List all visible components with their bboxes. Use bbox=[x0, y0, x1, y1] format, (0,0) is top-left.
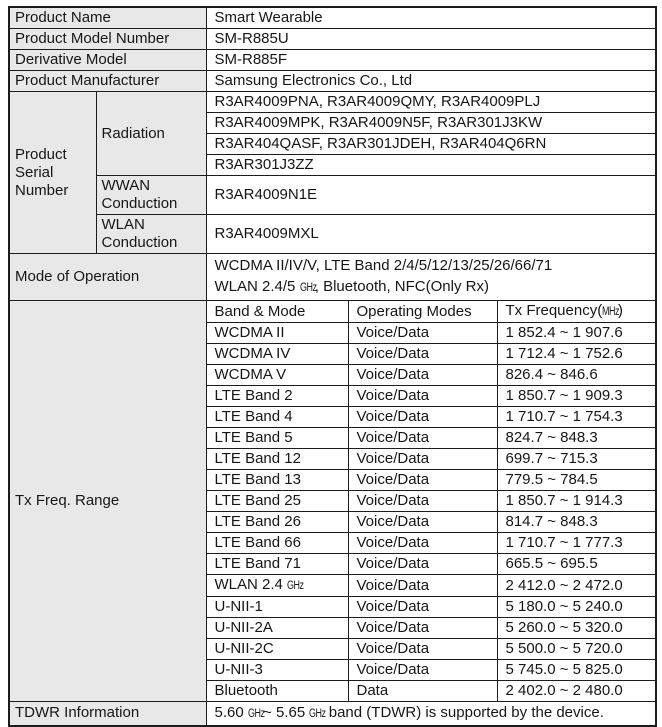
modes-cell: Voice/Data bbox=[348, 512, 497, 533]
freq-cell: 2 412.0 ~ 2 472.0 bbox=[497, 575, 656, 597]
modes-cell: Voice/Data bbox=[348, 575, 497, 597]
product-name-label: Product Name bbox=[9, 7, 206, 29]
modes-cell: Voice/Data bbox=[348, 660, 497, 681]
modes-cell: Voice/Data bbox=[348, 407, 497, 428]
tdwr-row bbox=[9, 702, 656, 726]
band-cell: LTE Band 2 bbox=[206, 386, 348, 407]
ghz-unit: GHz bbox=[247, 707, 265, 720]
radiation-label: Radiation bbox=[96, 92, 206, 176]
modes-cell: Voice/Data bbox=[348, 323, 497, 344]
wlan-conduction-label: WLAN Conduction bbox=[96, 215, 206, 254]
freq-cell: 665.5 ~ 695.5 bbox=[497, 554, 656, 575]
freq-cell: 699.7 ~ 715.3 bbox=[497, 449, 656, 470]
modes-cell: Voice/Data bbox=[348, 344, 497, 365]
serial-wwan-row bbox=[9, 176, 656, 215]
band-cell: LTE Band 66 bbox=[206, 533, 348, 554]
freq-cell: 814.7 ~ 848.3 bbox=[497, 512, 656, 533]
wwan-conduction-serial: R3AR4009N1E bbox=[206, 176, 656, 215]
product-name-value: Smart Wearable bbox=[206, 7, 656, 29]
mode-line-1: WCDMA II/IV/V, LTE Band 2/4/5/12/13/25/26/66/71 bbox=[214, 257, 553, 274]
mode-line-2: WLAN 2.4/5 GHz, Bluetooth, NFC(Only Rx) bbox=[215, 276, 652, 299]
freq-cell: 5 260.0 ~ 5 320.0 bbox=[497, 618, 656, 639]
band-cell: U-NII-2A bbox=[206, 618, 348, 639]
product-manufacturer-value: Samsung Electronics Co., Ltd bbox=[206, 71, 656, 92]
radiation-serials-line: R3AR4009MPK, R3AR4009N5F, R3AR301J3KW bbox=[206, 113, 656, 134]
product-model-number-label: Product Model Number bbox=[9, 29, 206, 50]
freq-cell: 1 852.4 ~ 1 907.6 bbox=[497, 323, 656, 344]
product-serial-number-label: Product Serial Number bbox=[9, 92, 96, 254]
column-header-tx-frequency: Tx Frequency(MHz) bbox=[497, 301, 656, 323]
band-cell: Bluetooth bbox=[206, 681, 348, 702]
band-cell: WLAN 2.4 GHz bbox=[206, 575, 348, 597]
radiation-serials-line: R3AR404QASF, R3AR301JDEH, R3AR404Q6RN bbox=[206, 134, 656, 155]
modes-cell: Voice/Data bbox=[348, 428, 497, 449]
mhz-unit: MHz bbox=[602, 306, 620, 318]
freq-cell: 5 745.0 ~ 5 825.0 bbox=[497, 660, 656, 681]
band-cell: WCDMA V bbox=[206, 365, 348, 386]
band-cell: LTE Band 25 bbox=[206, 491, 348, 512]
band-cell: LTE Band 26 bbox=[206, 512, 348, 533]
wwan-conduction-label: WWAN Conduction bbox=[96, 176, 206, 215]
band-cell: U-NII-1 bbox=[206, 597, 348, 618]
band-cell: LTE Band 13 bbox=[206, 470, 348, 491]
freq-cell: 826.4 ~ 846.6 bbox=[497, 365, 656, 386]
modes-cell: Voice/Data bbox=[348, 533, 497, 554]
band-cell: U-NII-2C bbox=[206, 639, 348, 660]
modes-cell: Voice/Data bbox=[348, 449, 497, 470]
freq-table-header-row bbox=[9, 301, 656, 323]
column-header-operating-modes: Operating Modes bbox=[348, 301, 497, 323]
modes-cell: Voice/Data bbox=[348, 554, 497, 575]
table-row bbox=[9, 7, 656, 29]
band-cell: LTE Band 4 bbox=[206, 407, 348, 428]
product-manufacturer-label: Product Manufacturer bbox=[9, 71, 206, 92]
table-row bbox=[9, 29, 656, 50]
tdwr-information-value: 5.60 GHz~ 5.65 GHz band (TDWR) is supported by the device. bbox=[206, 702, 656, 726]
ghz-unit: GHz bbox=[309, 707, 326, 720]
product-spec-table bbox=[8, 6, 657, 727]
freq-cell: 1 712.4 ~ 1 752.6 bbox=[497, 344, 656, 365]
modes-cell: Voice/Data bbox=[348, 597, 497, 618]
radiation-serials-line: R3AR4009PNA, R3AR4009QMY, R3AR4009PLJ bbox=[206, 92, 656, 113]
band-cell: LTE Band 5 bbox=[206, 428, 348, 449]
derivative-model-value: SM-R885F bbox=[206, 50, 656, 71]
serial-wlan-row bbox=[9, 215, 656, 254]
modes-cell: Voice/Data bbox=[348, 491, 497, 512]
table-row bbox=[9, 50, 656, 71]
freq-cell: 1 710.7 ~ 1 754.3 bbox=[497, 407, 656, 428]
table-row bbox=[9, 71, 656, 92]
freq-cell: 779.5 ~ 784.5 bbox=[497, 470, 656, 491]
wlan-conduction-serial: R3AR4009MXL bbox=[206, 215, 656, 254]
column-header-band-mode: Band & Mode bbox=[206, 301, 348, 323]
radiation-serials-line: R3AR301J3ZZ bbox=[206, 155, 656, 176]
freq-cell: 824.7 ~ 848.3 bbox=[497, 428, 656, 449]
modes-cell: Voice/Data bbox=[348, 470, 497, 491]
modes-cell: Voice/Data bbox=[348, 365, 497, 386]
freq-cell: 1 850.7 ~ 1 914.3 bbox=[497, 491, 656, 512]
band-cell: U-NII-3 bbox=[206, 660, 348, 681]
mode-of-operation-row bbox=[9, 254, 656, 301]
modes-cell: Voice/Data bbox=[348, 618, 497, 639]
mode-of-operation-label: Mode of Operation bbox=[9, 254, 206, 301]
band-cell: WCDMA II bbox=[206, 323, 348, 344]
freq-cell: 1 710.7 ~ 1 777.3 bbox=[497, 533, 656, 554]
serial-radiation-row bbox=[9, 92, 656, 113]
freq-cell: 5 500.0 ~ 5 720.0 bbox=[497, 639, 656, 660]
band-cell: WCDMA IV bbox=[206, 344, 348, 365]
mode-of-operation-value bbox=[206, 254, 656, 301]
freq-cell: 2 402.0 ~ 2 480.0 bbox=[497, 681, 656, 702]
modes-cell: Voice/Data bbox=[348, 639, 497, 660]
band-cell: LTE Band 12 bbox=[206, 449, 348, 470]
modes-cell: Data bbox=[348, 681, 497, 702]
tdwr-information-label: TDWR Information bbox=[9, 702, 206, 726]
product-spec-document bbox=[8, 6, 657, 727]
product-model-number-value: SM-R885U bbox=[206, 29, 656, 50]
ghz-unit: GHz bbox=[299, 282, 317, 294]
tx-freq-range-label: Tx Freq. Range bbox=[9, 301, 206, 702]
modes-cell: Voice/Data bbox=[348, 386, 497, 407]
band-cell: LTE Band 71 bbox=[206, 554, 348, 575]
freq-cell: 5 180.0 ~ 5 240.0 bbox=[497, 597, 656, 618]
freq-cell: 1 850.7 ~ 1 909.3 bbox=[497, 386, 656, 407]
ghz-unit: GHz bbox=[287, 580, 304, 592]
derivative-model-label: Derivative Model bbox=[9, 50, 206, 71]
